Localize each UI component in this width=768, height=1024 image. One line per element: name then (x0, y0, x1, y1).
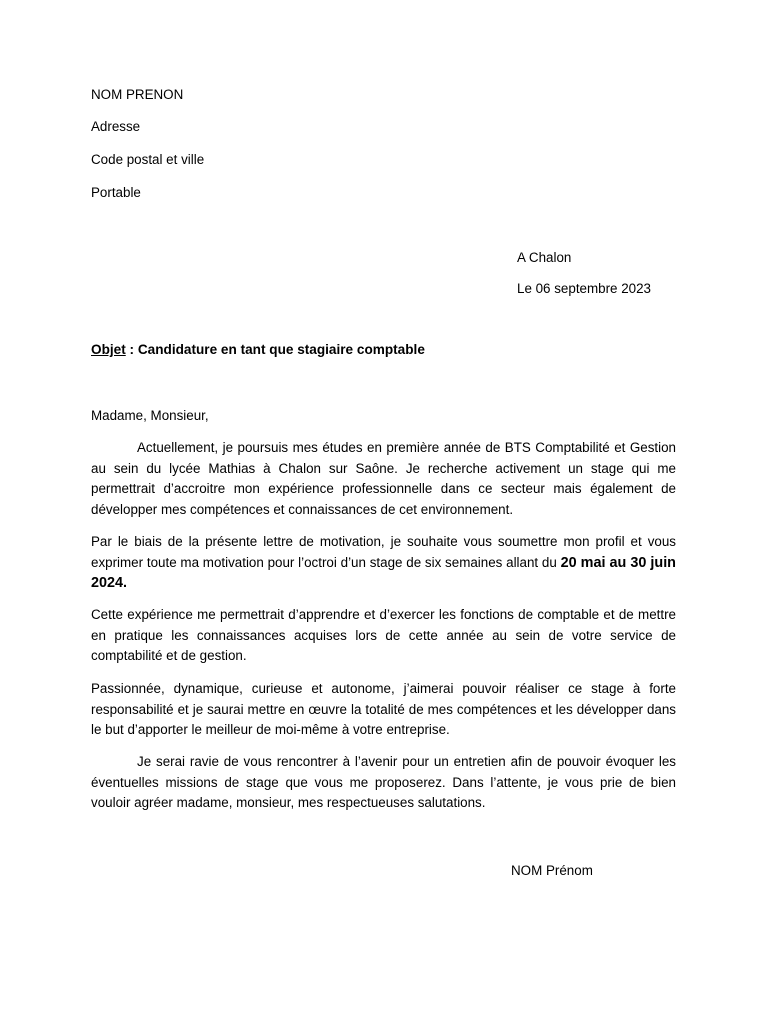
subject-label: Objet (91, 342, 126, 357)
sender-address: Adresse (91, 119, 141, 134)
internship-dates: 20 mai au 30 juin 2024. (91, 554, 676, 592)
signature: NOM Prénom (511, 863, 593, 878)
paragraph-intro: Actuellement, je poursuis mes études en première année de BTS Comptabilité et Gestion au sein du lycée Mathias à Chalon sur Saône. Je recherche activement un stage qui me permettrait d’accroitre mon expérience professionnelle dans ce secteur mais également de développer mes compétences et connaissances de cet environnement. (91, 440, 676, 517)
subject-text: Candidature en tant que stagiaire comptable (137, 342, 425, 357)
letter-place: A Chalon (517, 250, 572, 265)
paragraph-motivation-text: Par le biais de la présente lettre de motivation, je souhaite vous soumettre mon profil et vous exprimer toute ma motivation pour l’octroi d’un stage de six semaines allant du (91, 534, 676, 570)
sender-phone: Portable (91, 185, 141, 200)
salutation: Madame, Monsieur, (91, 408, 209, 423)
paragraph-qualities: Passionnée, dynamique, curieuse et autonome, j’aimerai pouvoir réaliser ce stage à forte responsabilité et je saurai mettre en œuvre la totalité de mes compétences et les développer dans le but d’apporter le meilleur de moi-même à votre entreprise. (91, 681, 676, 738)
sender-city: Code postal et ville (91, 152, 205, 167)
letter-date: Le 06 septembre 2023 (517, 281, 652, 296)
letter-subject (91, 341, 425, 359)
paragraph-motivation (91, 532, 676, 594)
sender-name: NOM PRENON (91, 87, 184, 102)
paragraph-closing: Je serai ravie de vous rencontrer à l’avenir pour un entretien afin de pouvoir évoquer les éventuelles missions de stage que vous me proposerez. Dans l’attente, je vous prie de bien vouloir agréer madame, monsieur, mes respectueuses salutations. (91, 754, 676, 811)
paragraph-experience: Cette expérience me permettrait d’apprendre et d’exercer les fonctions de comptable et de mettre en pratique les connaissances acquises lors de cette année au sein de votre service de comptabilité et de gestion. (91, 607, 676, 664)
subject-separator: : (125, 342, 138, 357)
